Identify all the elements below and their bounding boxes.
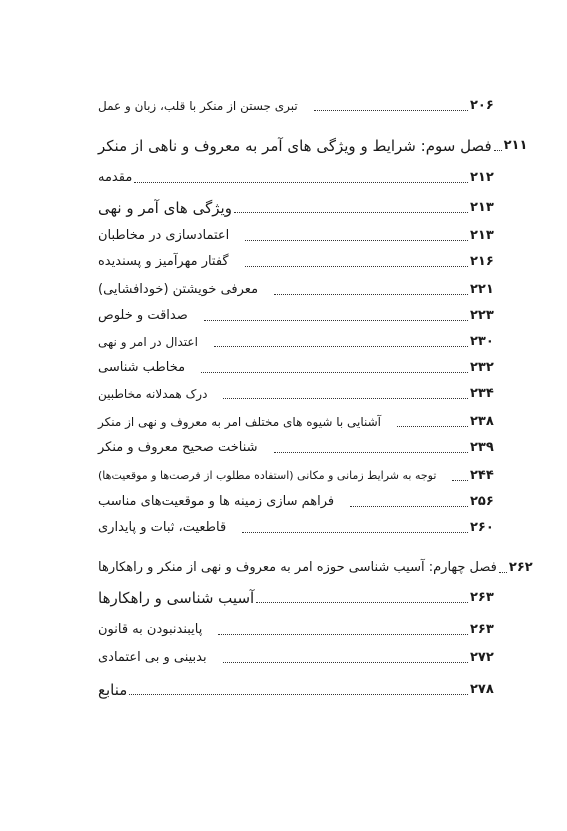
toc-entry-page: ۲۱۳ xyxy=(470,200,494,215)
toc-entry xyxy=(96,556,533,578)
toc-entry-title: مقدمه xyxy=(98,170,133,185)
toc-entry-page: ۲۳۸ xyxy=(470,414,494,429)
toc-entry-page: ۲۲۱ xyxy=(470,282,494,297)
toc-entry-title: قاطعیت، ثبات و پایداری xyxy=(98,520,227,535)
toc-entry-page: ۲۱۲ xyxy=(470,170,494,185)
toc-entry-page: ۲۷۲ xyxy=(470,650,494,665)
dot-leader xyxy=(214,346,468,347)
toc-entry-page: ۲۳۰ xyxy=(470,334,494,349)
toc-entry-page: ۲۴۴ xyxy=(470,468,494,483)
toc-entry xyxy=(96,330,494,352)
toc-entry xyxy=(96,410,494,432)
toc-entry-title: فراهم سازی زمینه ها و موقعیت‌های مناسب xyxy=(98,494,335,509)
toc-entry-page: ۲۱۱ xyxy=(503,138,528,153)
dot-leader xyxy=(223,662,468,663)
dot-leader xyxy=(245,240,468,241)
toc-entry-page: ۲۶۳ xyxy=(470,590,494,605)
dot-leader xyxy=(134,182,468,183)
toc-entry-title: بدبینی و بی اعتمادی xyxy=(98,650,207,665)
toc-entry xyxy=(96,382,494,404)
dot-leader xyxy=(314,110,468,111)
toc-entry-title: توجه به شرایط زمانی و مکانی (استفاده مطلوب از فرصت‌ها و موقعیت‌ها) xyxy=(98,469,437,482)
dot-leader xyxy=(245,266,468,267)
dot-leader xyxy=(201,372,468,373)
toc-entry-page: ۲۳۴ xyxy=(470,386,494,401)
toc-entry xyxy=(96,678,494,700)
toc-entry xyxy=(96,356,494,378)
toc-entry xyxy=(96,224,494,246)
dot-leader xyxy=(234,212,468,213)
dot-leader xyxy=(494,150,502,151)
dot-leader xyxy=(274,294,468,295)
toc-entry-page: ۲۱۳ xyxy=(470,228,494,243)
toc-entry xyxy=(96,646,494,668)
toc-entry xyxy=(96,278,494,300)
toc-entry xyxy=(96,464,494,486)
toc-entry-page: ۲۶۳ xyxy=(470,622,494,637)
toc-entry-title: منابع xyxy=(98,681,128,699)
toc-entry-page: ۲۶۰ xyxy=(470,520,494,535)
toc-entry-title: صداقت و خلوص xyxy=(98,308,188,323)
dot-leader xyxy=(397,426,468,427)
dot-leader xyxy=(350,506,468,507)
dot-leader xyxy=(204,320,468,321)
toc-entry-page: ۲۳۲ xyxy=(470,360,494,375)
toc-entry xyxy=(96,586,494,608)
toc-entry-title: گفتار مهرآمیز و پسندیده xyxy=(98,254,229,269)
toc-entry xyxy=(96,250,494,272)
toc-entry xyxy=(96,94,494,116)
toc-entry xyxy=(96,196,494,218)
toc-entry-page: ۲۰۶ xyxy=(470,98,494,113)
toc-entry-title: ویژگی های آمر و نهی xyxy=(98,199,232,217)
toc-entry-title: درک همدلانه مخاطبین xyxy=(98,387,208,401)
toc-entry-page: ۲۳۹ xyxy=(470,440,494,455)
toc-entry-title: فصل چهارم: آسیب شناسی حوزه امر به معروف و نهی از منکر و راهکارها xyxy=(98,560,497,575)
toc-entry-title: فصل سوم: شرایط و ویژگی های آمر به معروف و ناهی از منکر xyxy=(98,137,492,155)
toc-entry xyxy=(96,490,494,512)
toc-entry-page: ۲۵۶ xyxy=(470,494,494,509)
dot-leader xyxy=(499,572,507,573)
table-of-contents xyxy=(96,0,533,831)
dot-leader xyxy=(274,452,468,453)
toc-entry-page: ۲۶۲ xyxy=(508,560,533,575)
toc-entry xyxy=(96,516,494,538)
toc-entry xyxy=(96,304,494,326)
dot-leader xyxy=(256,602,468,603)
toc-entry-title: معرفی خویشتن (خودافشایی) xyxy=(98,282,259,297)
toc-entry-title: شناخت صحیح معروف و منکر xyxy=(98,440,258,455)
toc-entry-title: تبری جستن از منکر با قلب، زبان و عمل xyxy=(98,99,298,113)
toc-entry-title: پایبندنبودن به قانون xyxy=(98,622,203,637)
toc-entry-title: آشنایی با شیوه های مختلف امر به معروف و نهی از منکر xyxy=(98,415,382,429)
toc-entry-page: ۲۲۳ xyxy=(470,308,494,323)
toc-entry-page: ۲۷۸ xyxy=(470,682,494,697)
toc-entry-page: ۲۱۶ xyxy=(470,254,494,269)
toc-entry-title: آسیب شناسی و راهکارها xyxy=(98,589,255,607)
toc-entry xyxy=(96,166,494,188)
dot-leader xyxy=(129,694,468,695)
dot-leader xyxy=(242,532,468,533)
toc-entry xyxy=(96,134,528,156)
toc-entry xyxy=(96,618,494,640)
toc-entry-title: اعتمادسازی در مخاطبان xyxy=(98,228,230,243)
toc-entry xyxy=(96,436,494,458)
toc-entry-title: اعتدال در امر و نهی xyxy=(98,335,198,349)
dot-leader xyxy=(452,480,468,481)
toc-entry-title: مخاطب شناسی xyxy=(98,360,186,375)
dot-leader xyxy=(223,398,468,399)
dot-leader xyxy=(218,634,468,635)
